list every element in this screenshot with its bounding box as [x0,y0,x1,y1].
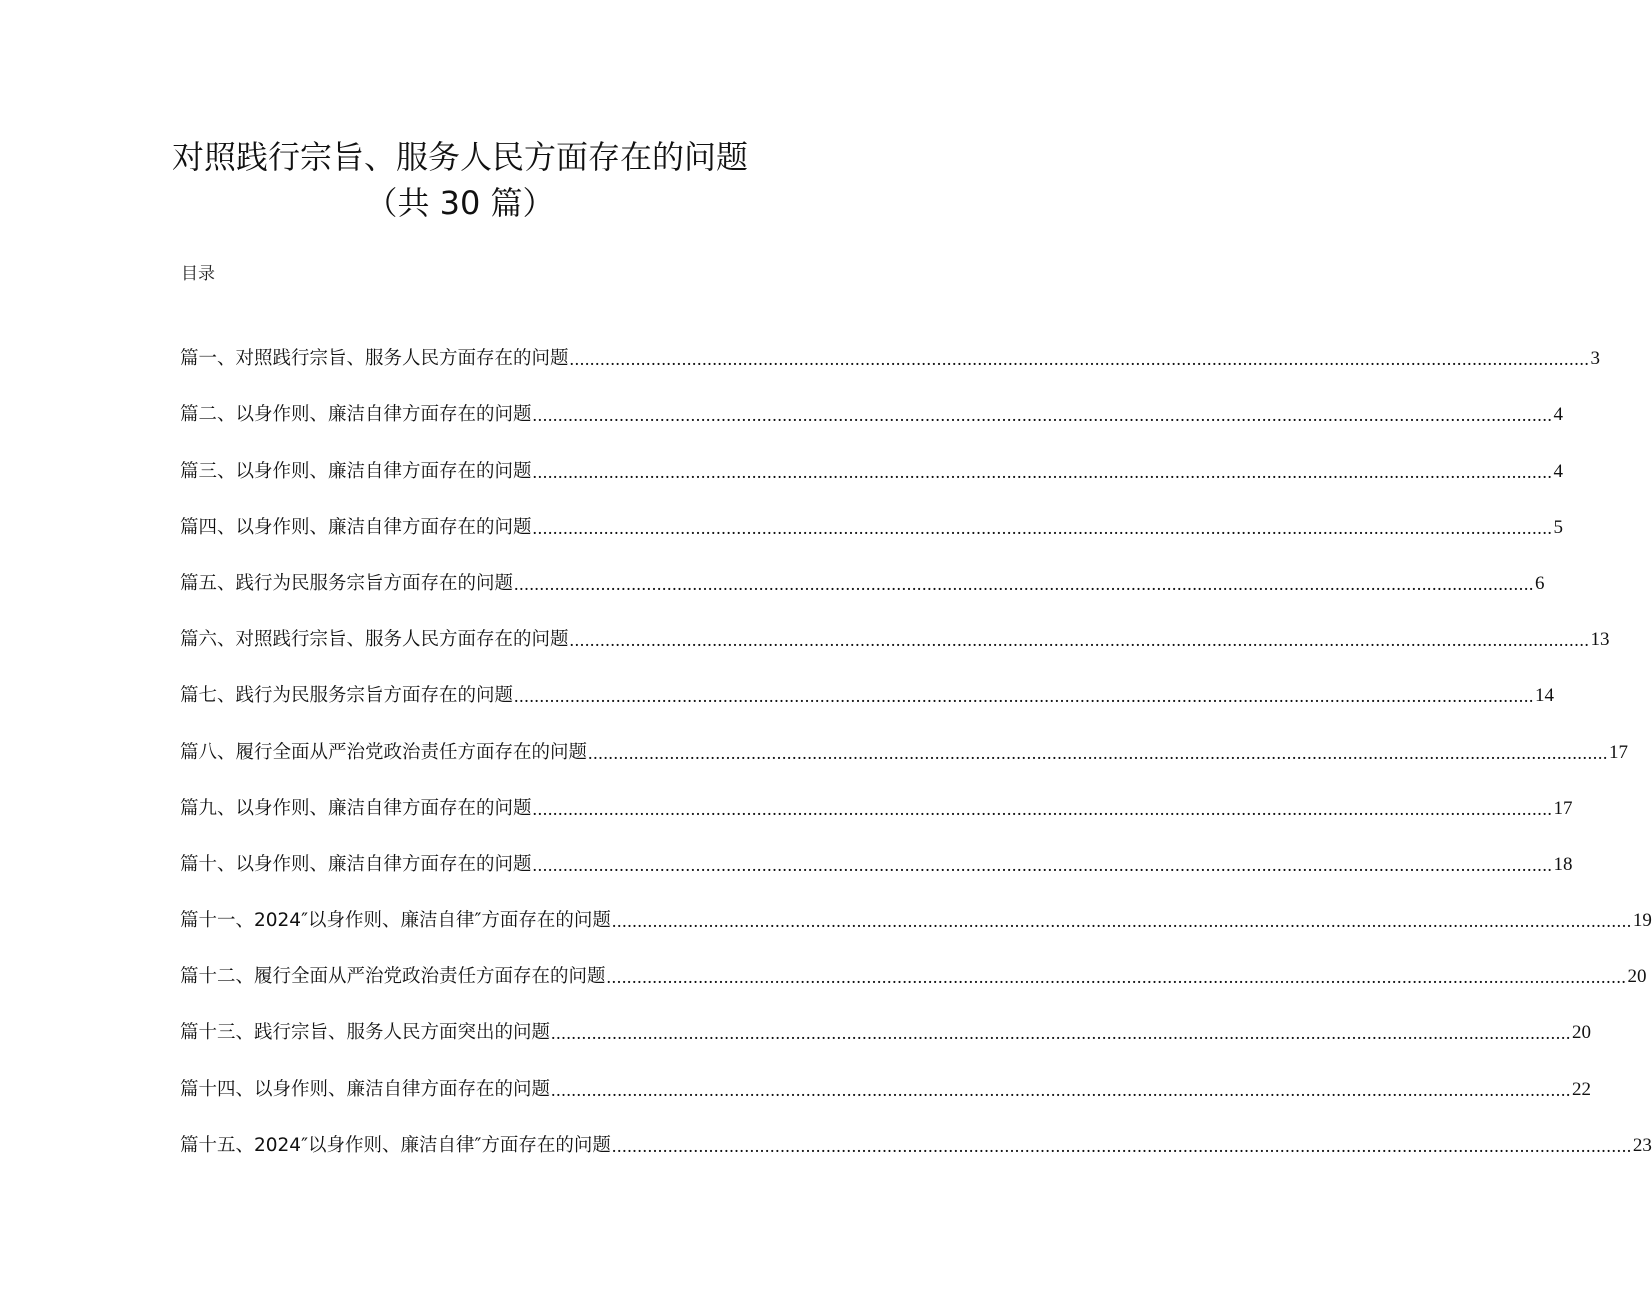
toc-leader-dots: ........................................................................................................................................................................................................ [611,1135,1632,1156]
toc-leader-dots: ........................................................................................................................................................................................................ [532,854,1553,875]
toc-entry-7[interactable] [180,653,1555,709]
toc-leader-dots: ........................................................................................................................................................................................................ [532,798,1553,819]
toc-entry-label: 篇十五、2024″以身作则、廉洁自律″方面存在的问题 [180,1134,611,1156]
document-title-line-2: （共 30 篇） [365,184,555,222]
toc-entry-label: 篇五、践行为民服务宗旨方面存在的问题 [180,572,514,594]
toc-leader-dots: ........................................................................................................................................................................................................ [606,967,1627,988]
toc-entry-page: 13 [1590,629,1610,651]
toc-entry-1[interactable] [180,316,1601,372]
toc-entry-11[interactable] [180,878,1652,934]
toc-leader-dots: ........................................................................................................................................................................................................ [532,461,1553,482]
toc-entry-3[interactable] [180,428,1564,484]
toc-entry-page: 3 [1590,348,1601,370]
toc-entry-label: 篇三、以身作则、廉洁自律方面存在的问题 [180,460,532,482]
toc-heading: 目录 [181,264,215,284]
toc-entry-12[interactable] [180,934,1647,990]
toc-leader-dots: ........................................................................................................................................................................................................ [514,573,1535,594]
toc-entry-8[interactable] [180,709,1629,765]
toc-entry-page: 23 [1632,1134,1652,1156]
table-of-contents [180,316,1652,1159]
toc-entry-label: 篇十四、以身作则、廉洁自律方面存在的问题 [180,1078,551,1100]
toc-leader-dots: ........................................................................................................................................................................................................ [532,517,1553,538]
toc-entry-10[interactable] [180,822,1573,878]
toc-entry-page: 6 [1535,572,1545,594]
toc-entry-page: 20 [1572,1022,1592,1044]
toc-leader-dots: ........................................................................................................................................................................................................ [551,1023,1572,1044]
toc-entry-label: 篇二、以身作则、廉洁自律方面存在的问题 [180,404,532,426]
toc-entry-page: 20 [1627,966,1647,988]
toc-leader-dots: ........................................................................................................................................................................................................ [514,686,1535,707]
toc-leader-dots: ........................................................................................................................................................................................................ [532,405,1553,426]
toc-entry-15[interactable] [180,1103,1652,1159]
toc-entry-page: 22 [1572,1078,1592,1100]
toc-leader-dots: ........................................................................................................................................................................................................ [588,742,1609,763]
toc-leader-dots: ........................................................................................................................................................................................................ [569,349,1590,370]
toc-entry-2[interactable] [180,372,1564,428]
toc-entry-page: 19 [1632,910,1652,932]
toc-entry-label: 篇十一、2024″以身作则、廉洁自律″方面存在的问题 [180,910,611,932]
toc-entry-page: 14 [1535,685,1555,707]
toc-entry-6[interactable] [180,597,1610,653]
toc-entry-label: 篇十三、践行宗旨、服务人民方面突出的问题 [180,1022,551,1044]
toc-entry-page: 5 [1553,516,1564,538]
toc-entry-5[interactable] [180,541,1545,597]
toc-entry-page: 4 [1553,460,1564,482]
toc-entry-13[interactable] [180,990,1592,1046]
toc-leader-dots: ........................................................................................................................................................................................................ [569,630,1590,651]
toc-leader-dots: ........................................................................................................................................................................................................ [611,911,1632,932]
toc-entry-label: 篇六、对照践行宗旨、服务人民方面存在的问题 [180,629,569,651]
document-title-line-1: 对照践行宗旨、服务人民方面存在的问题 [171,138,748,176]
toc-leader-dots: ........................................................................................................................................................................................................ [551,1079,1572,1100]
toc-entry-9[interactable] [180,766,1573,822]
toc-entry-label: 篇一、对照践行宗旨、服务人民方面存在的问题 [180,348,569,370]
toc-entry-page: 18 [1553,853,1573,875]
toc-entry-page: 17 [1553,797,1573,819]
toc-entry-label: 篇八、履行全面从严治党政治责任方面存在的问题 [180,741,588,763]
toc-entry-label: 篇十、以身作则、廉洁自律方面存在的问题 [180,853,532,875]
toc-entry-page: 4 [1553,404,1564,426]
toc-entry-page: 17 [1609,741,1629,763]
toc-entry-label: 篇十二、履行全面从严治党政治责任方面存在的问题 [180,966,606,988]
toc-entry-label: 篇九、以身作则、廉洁自律方面存在的问题 [180,797,532,819]
toc-entry-14[interactable] [180,1046,1592,1102]
toc-entry-4[interactable] [180,485,1564,541]
toc-entry-label: 篇四、以身作则、廉洁自律方面存在的问题 [180,516,532,538]
toc-entry-label: 篇七、践行为民服务宗旨方面存在的问题 [180,685,514,707]
